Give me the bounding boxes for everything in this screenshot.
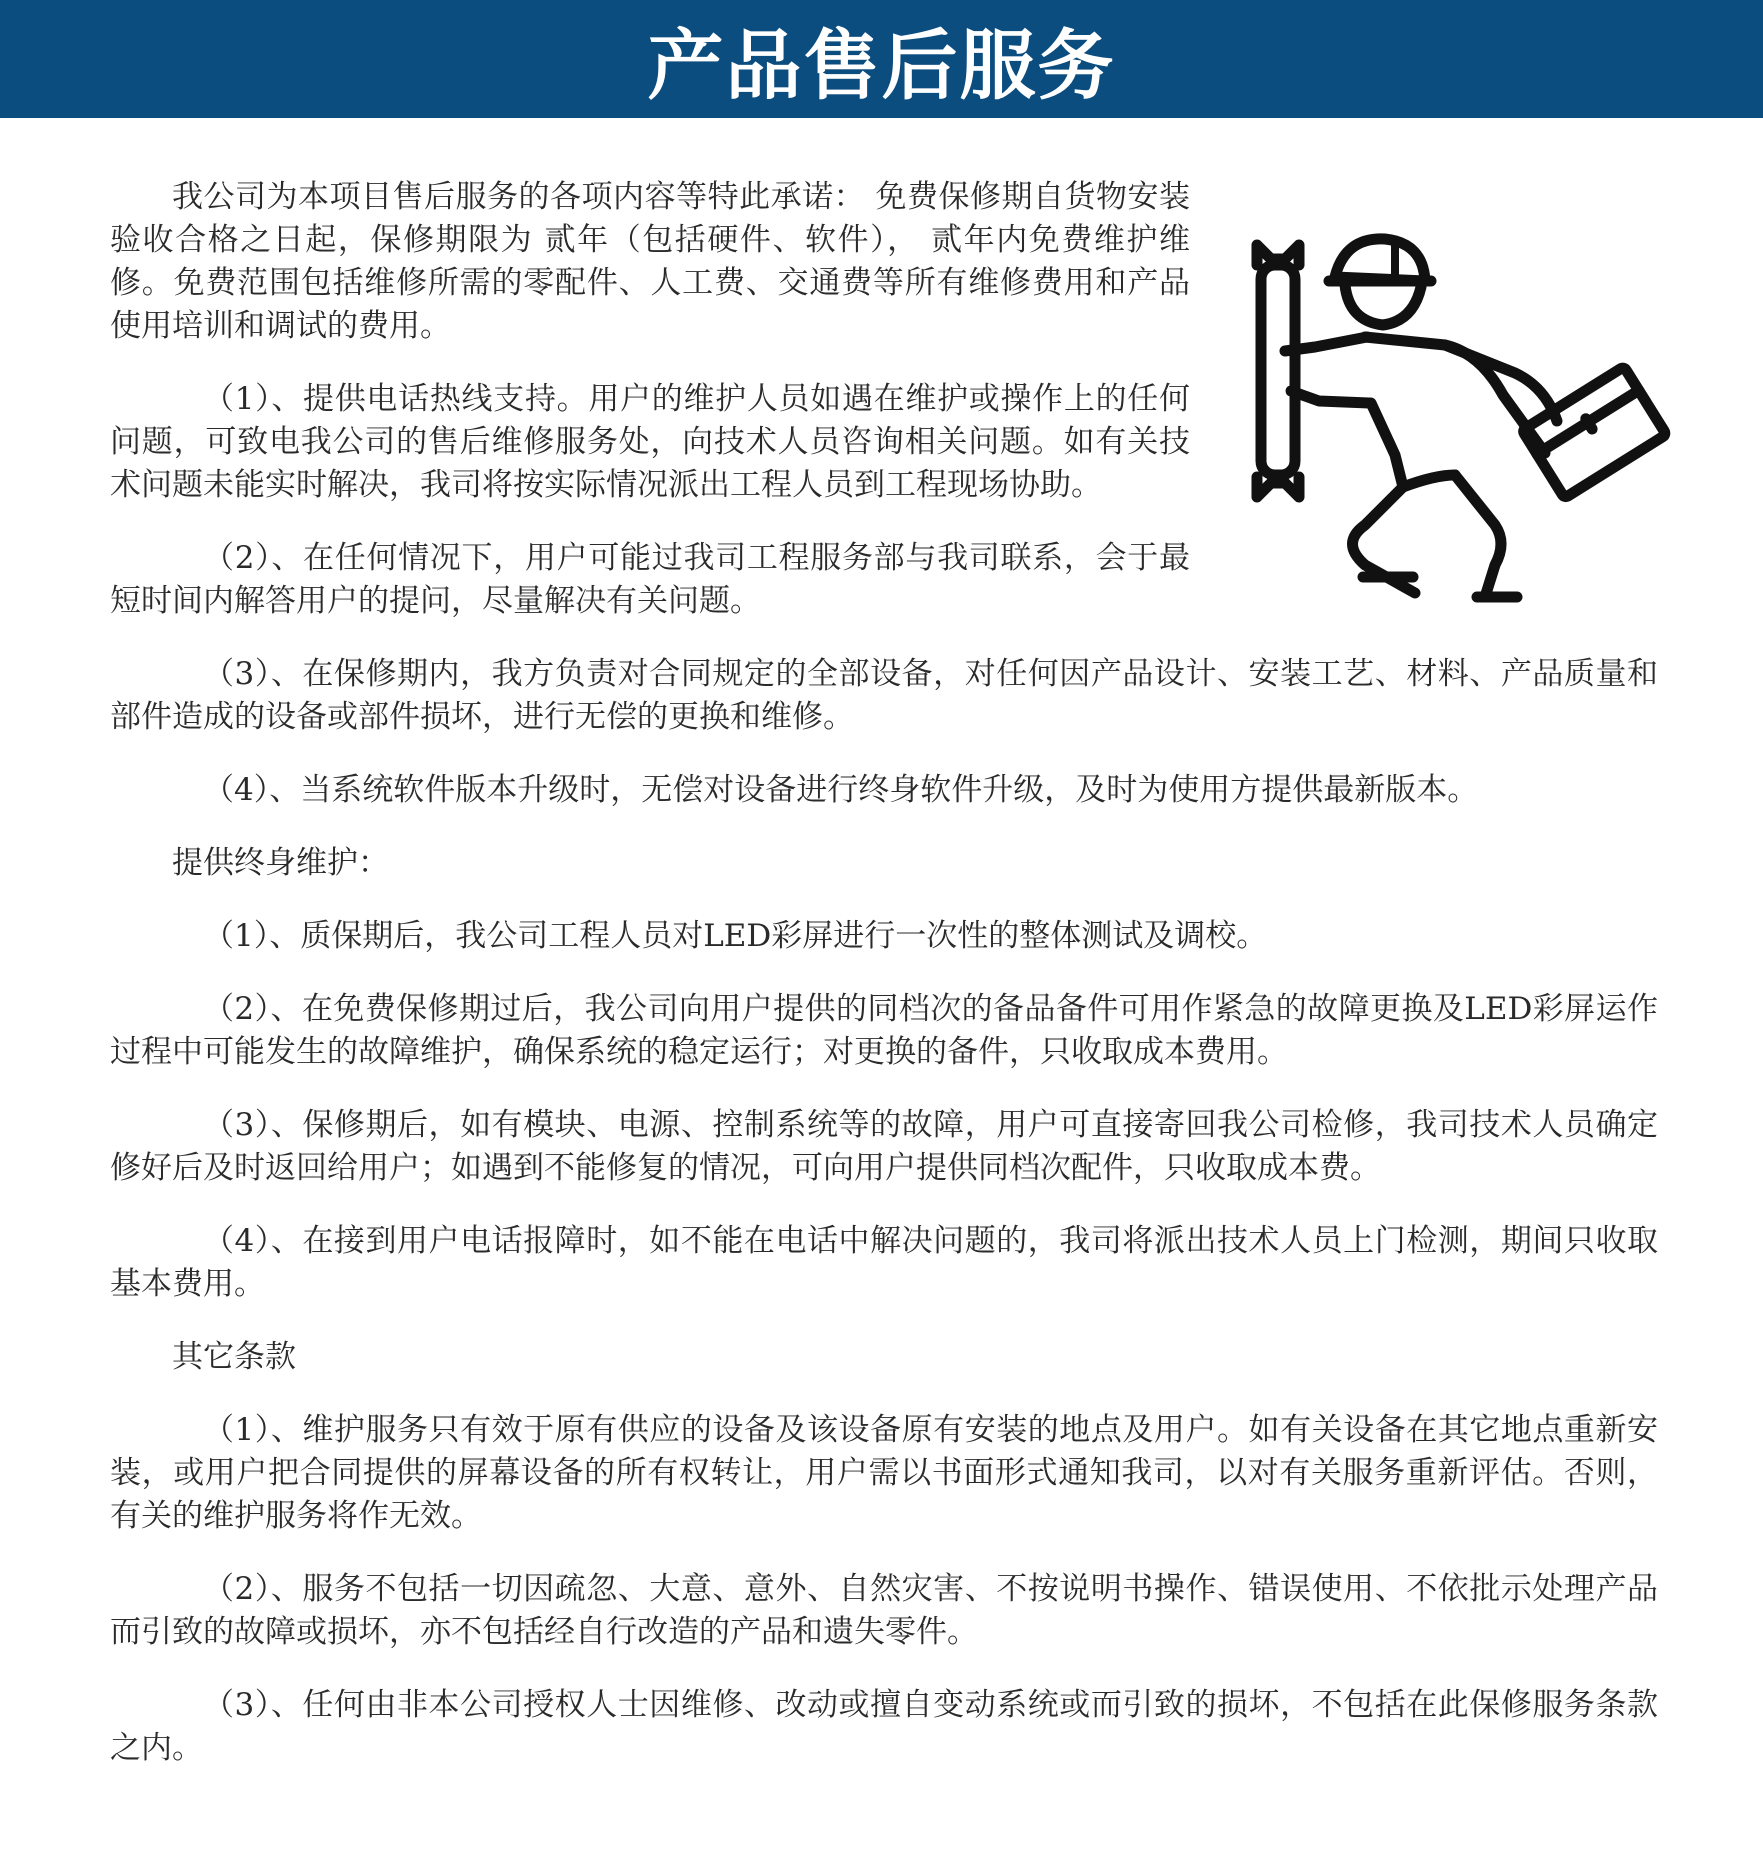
warranty-item-1: （1）、提供电话热线支持。用户的维护人员如遇在维护或操作上的任何问题，可致电我公司的售后维修服务处，向技术人员咨询相关问题。如有关技术问题未能实时解决，我司将按实际情况派出工程人员到工程现场协助。 xyxy=(110,381,1190,503)
lifetime-item-3: （3）、保修期后，如有模块、电源、控制系统等的故障，用户可直接寄回我公司检修，我司技术人员确定修好后及时返回给用户；如遇到不能修复的情况，可向用户提供同档次配件，只收取成本费。 xyxy=(110,1107,1658,1186)
page-title: 产品售后服务 xyxy=(647,20,1116,110)
other-item-3: （3）、任何由非本公司授权人士因维修、改动或擅自变动系统或而引致的损坏，不包括在此保修服务条款之内。 xyxy=(110,1687,1658,1766)
other-item-1: （1）、维护服务只有效于原有供应的设备及该设备原有安装的地点及用户。如有关设备在其它地点重新安装，或用户把合同提供的屏幕设备的所有权转让，用户需以书面形式通知我司，以对有关服务重新评估。否则，有关的维护服务将作无效。 xyxy=(110,1412,1658,1534)
document-body xyxy=(110,176,1658,1770)
intro-paragraph: 我公司为本项目售后服务的各项内容等特此承诺： 免费保修期自货物安装验收合格之日起，保修期限为 贰年（包括硬件、软件）， 贰年内免费维护维修。免费范围包括维修所需的零配件、人工费、交通费等所有维修费用和产品使用培训和调试的费用。 xyxy=(110,179,1190,344)
other-heading: 其它条款 xyxy=(172,1339,296,1375)
lifetime-item-1: （1）、质保期后，我公司工程人员对LED彩屏进行一次性的整体测试及调校。 xyxy=(203,918,1268,954)
lifetime-item-2: （2）、在免费保修期过后，我公司向用户提供的同档次的备品备件可用作紧急的故障更换及LED彩屏运作过程中可能发生的故障维护，确保系统的稳定运行；对更换的备件，只收取成本费用。 xyxy=(110,991,1658,1070)
lifetime-item-4: （4）、在接到用户电话报障时，如不能在电话中解决问题的，我司将派出技术人员上门检测，期间只收取基本费用。 xyxy=(110,1223,1658,1302)
warranty-item-2: （2）、在任何情况下，用户可能过我司工程服务部与我司联系，会于最短时间内解答用户的提问，尽量解决有关问题。 xyxy=(110,540,1190,619)
warranty-item-3: （3）、在保修期内，我方负责对合同规定的全部设备，对任何因产品设计、安装工艺、材料、产品质量和部件造成的设备或部件损坏，进行无偿的更换和维修。 xyxy=(110,656,1658,735)
lifetime-heading: 提供终身维护： xyxy=(172,845,389,881)
warranty-item-4: （4）、当系统软件版本升级时，无偿对设备进行终身软件升级，及时为使用方提供最新版本。 xyxy=(203,772,1479,808)
other-item-2: （2）、服务不包括一切因疏忽、大意、意外、自然灾害、不按说明书操作、错误使用、不依批示处理产品而引致的故障或损坏，亦不包括经自行改造的产品和遗失零件。 xyxy=(110,1571,1658,1650)
header-banner xyxy=(0,0,1763,118)
